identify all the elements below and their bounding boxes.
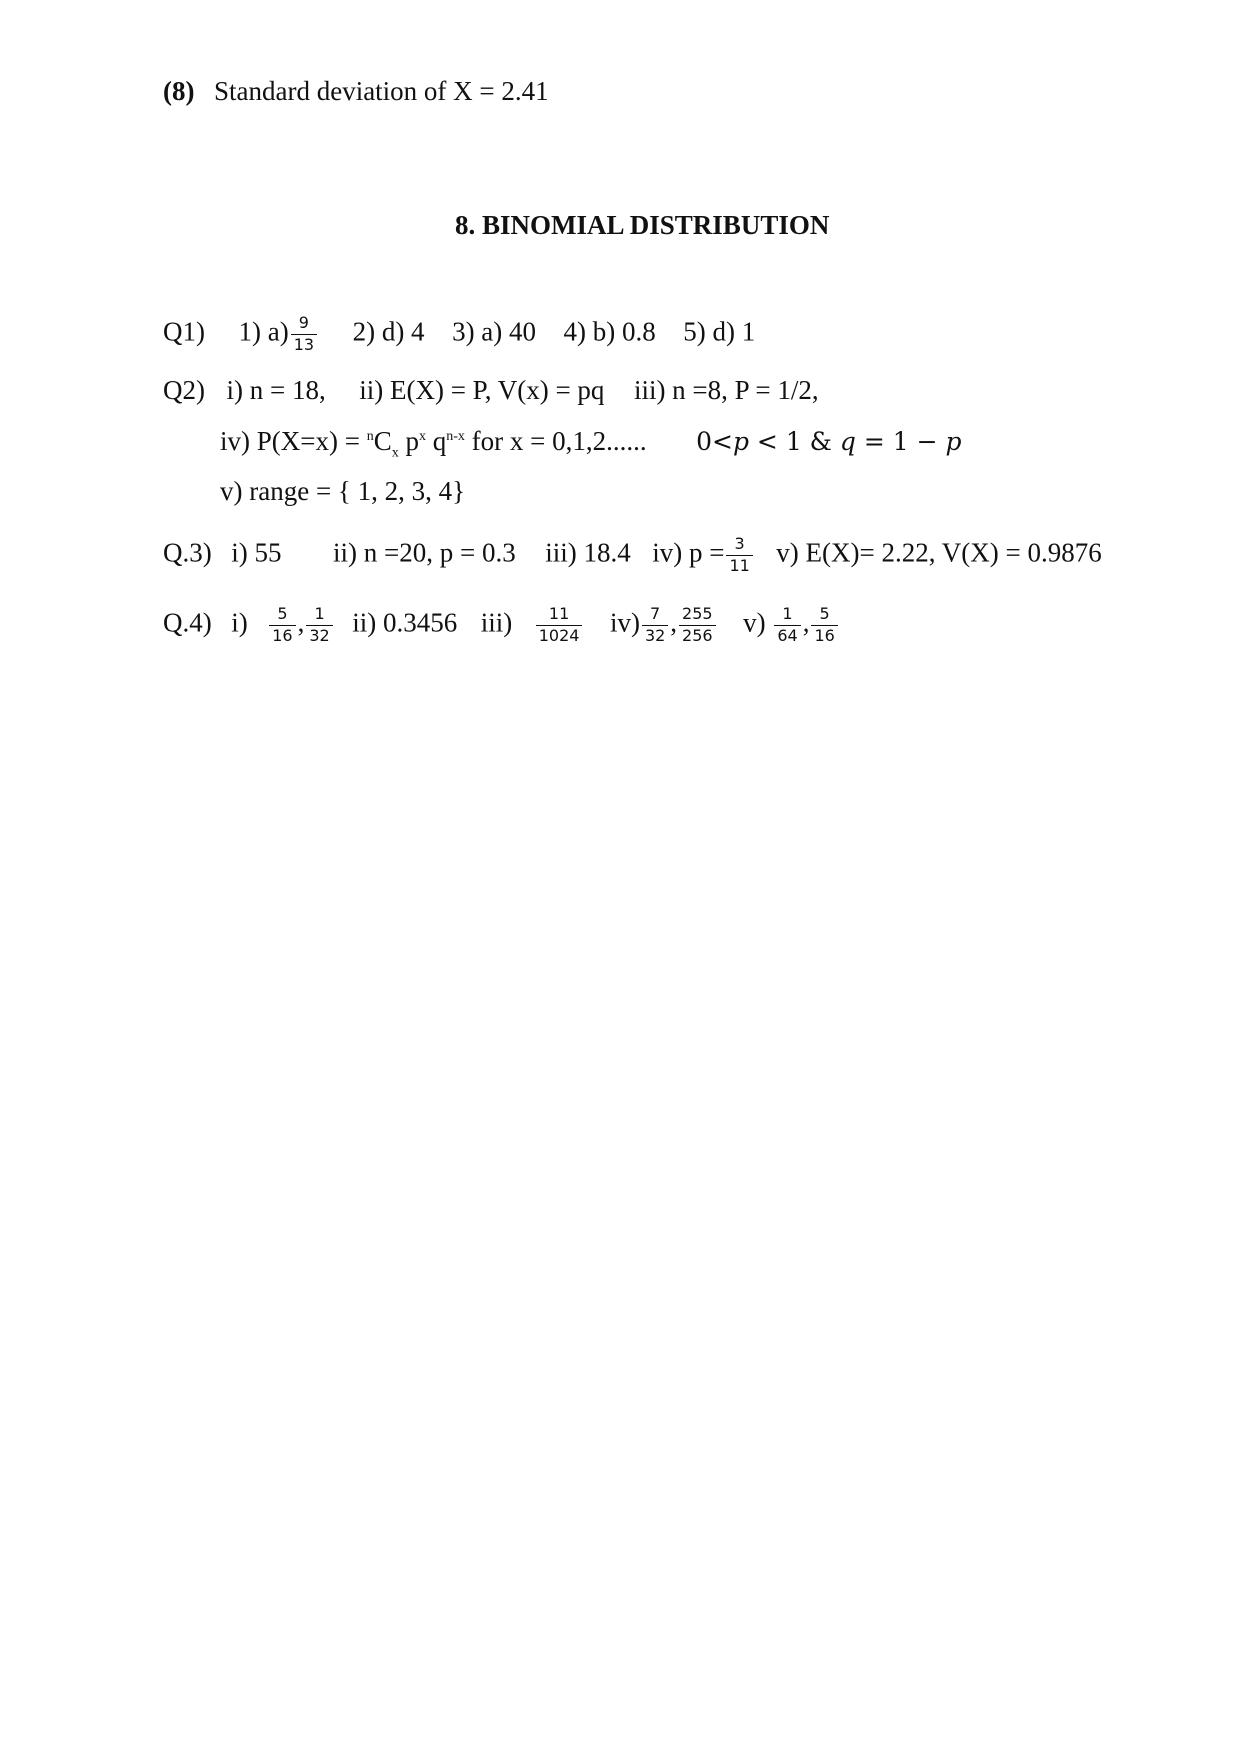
q3-label: Q.3)	[163, 537, 212, 568]
q4-i-fraction-2-num: 1	[306, 606, 332, 626]
q4-iv-separator: ,	[670, 607, 678, 638]
q3-part-i: i) 55	[231, 537, 282, 568]
q2-iv-for: for x = 0,1,2......	[464, 426, 647, 456]
q4-iii-fraction	[536, 606, 583, 645]
q4-part-iii: iii)	[480, 607, 513, 638]
q2-iv-cond-p2: p	[945, 427, 962, 456]
q4-iii-fraction-num: 11	[536, 606, 583, 626]
q4-label: Q.4)	[163, 607, 212, 638]
q4-iv-fraction-2-num: 255	[679, 606, 716, 626]
q3-part-v: v) E(X)= 2.22, V(X) = 0.9876	[776, 537, 1102, 568]
q3-line	[163, 536, 1102, 575]
q1-part-3: 3) a) 40	[452, 316, 537, 347]
q2-iv-sup-x: x	[418, 429, 426, 444]
q2-line-1	[163, 377, 819, 404]
q3-part-iii: iii) 18.4	[545, 537, 631, 568]
q4-v-fraction-2	[811, 606, 837, 645]
q2-iv-q: q	[425, 426, 447, 456]
q2-iv-cond-q: q	[839, 427, 856, 456]
prev-answer-line	[163, 78, 549, 105]
q2-iv-sup-n: n	[366, 429, 374, 444]
q4-v-fraction-2-num: 5	[811, 606, 837, 626]
q2-iv-sup-nx: n-x	[446, 429, 465, 444]
prev-answer-text: Standard deviation of X = 2.41	[213, 76, 549, 106]
q4-i-fraction-2	[306, 606, 332, 645]
q1-part-5: 5) d) 1	[683, 316, 756, 347]
q2-iv-p: p	[398, 426, 419, 456]
q1-fraction-1	[291, 315, 317, 354]
q4-part-v: v)	[743, 607, 766, 638]
q4-v-fraction-1-den: 64	[777, 625, 798, 645]
q1-label: Q1)	[163, 316, 205, 347]
q2-iv-cond-2: < 1 &	[748, 427, 840, 456]
q4-iv-fraction-1-den: 32	[644, 625, 666, 645]
q2-iv-cond-1: 0<	[696, 427, 733, 456]
q2-label: Q2)	[163, 375, 205, 405]
q4-line	[163, 606, 840, 645]
q4-iv-fraction-1	[642, 606, 668, 645]
q4-iv-fraction-2	[679, 606, 716, 645]
q4-iii-fraction-den: 1024	[538, 625, 580, 645]
q2-part-ii: ii) E(X) = P, V(x) = pq	[359, 375, 605, 405]
q1-part-2: 2) d) 4	[352, 316, 425, 347]
q4-i-separator: ,	[297, 607, 305, 638]
q1-part-4: 4) b) 0.8	[563, 316, 656, 347]
q1-part-1: 1) a)	[238, 316, 289, 347]
q4-i-fraction-2-den: 32	[309, 625, 330, 645]
q3-iv-fraction-den: 11	[729, 555, 750, 575]
q2-line-v	[220, 478, 465, 505]
q3-part-iv: iv) p =	[652, 537, 725, 568]
q3-iv-fraction	[726, 536, 752, 575]
q2-part-iii: iii) n =8, P = 1/2,	[633, 375, 819, 405]
prev-answer-number: (8)	[163, 76, 195, 106]
q4-v-fraction-1	[774, 606, 800, 645]
q4-v-fraction-2-den: 16	[814, 625, 835, 645]
q4-v-separator: ,	[802, 607, 810, 638]
q2-iv-c: C	[373, 426, 392, 456]
q4-part-ii: ii) 0.3456	[352, 607, 458, 638]
q3-part-ii: ii) n =20, p = 0.3	[333, 537, 516, 568]
q4-iv-fraction-1-num: 7	[642, 606, 668, 626]
q2-line-iv	[220, 426, 962, 461]
q4-iv-fraction-2-den: 256	[682, 625, 713, 645]
q3-iv-fraction-num: 3	[726, 536, 752, 556]
q2-part-v: v) range = { 1, 2, 3, 4}	[220, 476, 466, 506]
section-title: 8. BINOMIAL DISTRIBUTION	[455, 210, 830, 240]
q1-line	[163, 315, 755, 354]
q2-part-i: i) n = 18,	[226, 375, 326, 405]
q2-iv-cond-3: = 1 −	[855, 427, 946, 456]
q4-i-fraction-1-den: 16	[272, 625, 293, 645]
q4-i-fraction-1	[269, 606, 295, 645]
q4-part-i: i)	[231, 607, 248, 638]
q4-part-iv: iv)	[609, 607, 640, 638]
q1-fraction-1-num: 9	[291, 315, 317, 335]
q2-iv-condition	[696, 427, 961, 456]
q2-iv-cond-p: p	[732, 427, 749, 456]
q2-iv-sub-x: x	[391, 445, 399, 461]
q4-v-fraction-1-num: 1	[774, 606, 800, 626]
q4-i-fraction-1-num: 5	[269, 606, 295, 626]
q2-iv-prefix: iv) P(X=x) =	[220, 426, 367, 456]
q1-fraction-1-den: 13	[293, 334, 315, 354]
